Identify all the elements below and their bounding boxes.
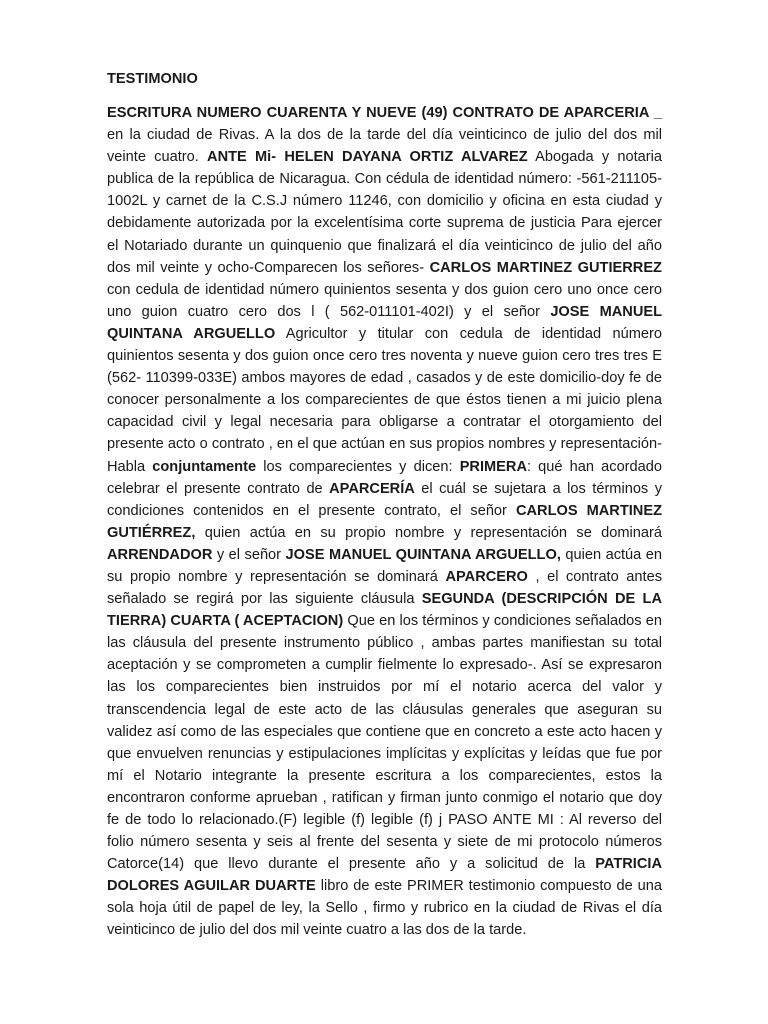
text-run: el cuál se sujetara a los términos y condiciones contenidos en el presente contrato, el señor [107, 480, 662, 519]
text-run: libro de este PRIMER testimonio compuesto de una sola hoja útil de papel de ley, la Sello , firmo y rubrico en la ciudad de Rivas el día veinticinco de julio del dos mil veinte cuatro a las dos de la tarde. [107, 878, 662, 939]
text-run: quien actúa en su propio nombre y representación se dominará [195, 524, 662, 541]
document-page [107, 68, 662, 942]
bold-run: APARCERO [445, 568, 528, 585]
bold-run: CARLOS MARTINEZ GUTIÉRREZ, [107, 502, 662, 541]
document-heading: TESTIMONIO [107, 71, 198, 87]
bold-run: ARRENDADOR [107, 546, 213, 563]
bold-run: SEGUNDA (DESCRIPCIÓN DE LA TIERRA) CUARTA ( ACEPTACION) [107, 591, 662, 630]
document-body [107, 102, 662, 942]
text-run: con cedula de identidad número quinientos sesenta y dos guion cero uno once cero uno guion cuatro cero dos l ( 562-011101-402I) y el señor [107, 281, 662, 320]
text-run: en la ciudad de Rivas. A la dos de la tarde del día veinticinco de julio del dos mil veinte cuatro. [107, 127, 662, 166]
bold-run: JOSE MANUEL QUINTANA ARGUELLO [107, 303, 663, 342]
bold-run: ESCRITURA NUMERO CUARENTA Y NUEVE (49) CONTRATO DE APARCERIA _ [107, 105, 662, 121]
bold-run: APARCERÍA [329, 480, 415, 497]
bold-run: CARLOS MARTINEZ GUTIERREZ [429, 259, 662, 276]
text-run: , el contrato antes señalado se regirá por las siguiente cláusula [107, 568, 662, 608]
bold-run: conjuntamente [152, 458, 257, 475]
text-run: y el señor [212, 546, 286, 563]
bold-run: JOSE MANUEL QUINTANA ARGUELLO, [285, 546, 561, 563]
text-run: los comparecientes y dicen: [256, 458, 460, 475]
text-run: Agricultor y titular con cedula de identidad número quinientos sesenta y dos guion once cero tres noventa y nueve guion cero tres tres E (562- 110399-033E) ambos mayores de edad , casados y de este domicilio-doy fe de conocer personalmente a los comparecientes de que éstos tienen a mi juicio plena capacidad civil y legal necesaria para obligarse a contratar el otorgamiento del presente acto o contrato , en el que actúan en sus propios nombres y representación-Habla [107, 325, 662, 475]
text-run: Que en los términos y condiciones señalados en las cláusula del presente instrumento público , ambas partes manifiestan su total aceptación y se comprometen a cumplir fielmente lo expresado-. Así se expresaron las los comparecientes bien instruidos por mí el notario acerca del valor y transcendencia legal de este acto de las cláusulas generales que aseguran su validez así como de las especiales que contiene que en concreto a este acto hacen y que envuelven renuncias y estipulaciones implícitas y explícitas y leídas que fue por mí el Notario integrante la presente escritura a los comparecientes, estos la encontraron conforme aprueban , ratifican y firman junto conmigo el notario que doy fe de todo lo relacionado.(F) legible (f) legible (f) j PASO ANTE MI : Al reverso del folio número sesenta y seis al frente del sesenta y siete de mi protocolo números Catorce(14) que llevo durante el presente año y a solicitud de la [107, 613, 662, 873]
text-run: Abogada y notaria publica de la república de Nicaragua. Con cédula de identidad número: -561-211105-1002L y carnet de la C.S.J número 11246, con domicilio y oficina en esta ciudad y debidamente autorizada por la excelentísima corte suprema de justicia Para ejercer el Notariado durante un quinquenio que finalizará el día veinticinco de julio del año dos mil veinte y ocho-Comparecen los señores- [107, 149, 662, 276]
text-run: : qué han acordado celebrar el presente contrato de [107, 458, 663, 497]
bold-run: ANTE Mi- HELEN DAYANA ORTIZ ALVAREZ [207, 149, 528, 166]
bold-run: PRIMERA [459, 458, 527, 475]
bold-run: PATRICIA DOLORES AGUILAR DUARTE [107, 856, 662, 895]
text-run: quien actúa en su propio nombre y representación se dominará [107, 546, 662, 585]
